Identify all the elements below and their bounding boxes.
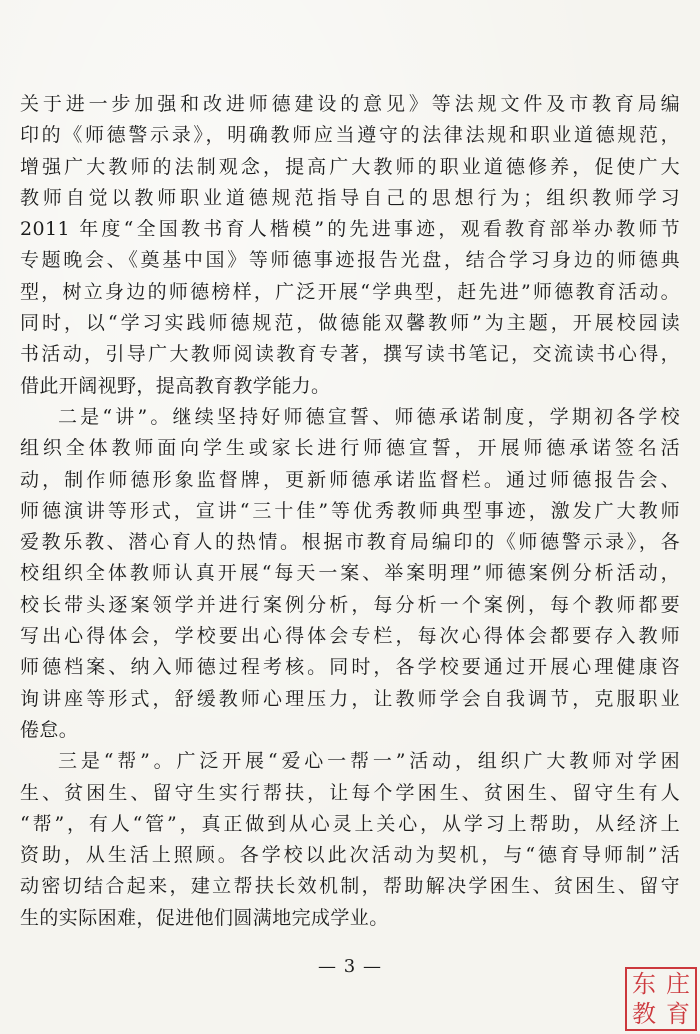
text-line: 生、贫困生、留守生实行帮扶，让每个学困生、贫困生、留守生有人 — [20, 781, 680, 804]
text-line: 资助，从生活上照顾。各学校以此次活动为契机，与“德育导师制”活 — [20, 844, 680, 867]
text-line: 师德演讲等形式，宣讲“三十佳”等优秀教师典型事迹，激发广大教师 — [20, 499, 680, 522]
text-line: 写出心得体会，学校要出心得体会专栏，每次心得体会都要存入教师 — [20, 625, 680, 648]
text-line: “帮”，有人“管”，真正做到从心灵上关心，从学习上帮助，从经济上 — [20, 812, 680, 835]
paragraph-start-line: 二是“讲”。继续坚持好师德宣誓、师德承诺制度，学期初各学校 — [58, 405, 680, 428]
text-line: 询讲座等形式，舒缓教师心理压力，让教师学会自我调节，克服职业 — [20, 687, 680, 710]
seal-char: 东 — [632, 970, 656, 998]
text-line: 增强广大教师的法制观念，提高广大教师的职业道德修养，促使广大 — [20, 155, 680, 178]
text-line: 倦怠。 — [20, 718, 79, 741]
text-line: 借此开阔视野，提高教育教学能力。 — [20, 374, 331, 397]
text-line: 同时，以“学习实践师德规范，做德能双馨教师”为主题，开展校园读 — [20, 312, 680, 335]
text-line: 书活动，引导广大教师阅读教育专著，撰写读书笔记，交流读书心得， — [20, 343, 680, 366]
text-line: 校组织全体教师认真开展“每天一案、举案明理”师德案例分析活动， — [20, 562, 680, 585]
text-line: 2011 年度“全国教书育人楷模”的先进事迹，观看教育部举办教师节 — [20, 218, 680, 241]
text-line: 动，制作师德形象监督牌，更新师德承诺监督栏。通过师德报告会、 — [20, 468, 680, 491]
body-text — [20, 89, 680, 934]
text-line: 关于进一步加强和改进师德建设的意见》等法规文件及市教育局编 — [20, 93, 680, 115]
seal-char: 育 — [666, 1000, 690, 1028]
seal-char: 庄 — [666, 970, 690, 998]
text-line: 型，树立身边的师德榜样，广泛开展“学典型，赶先进”师德教育活动。 — [20, 280, 680, 303]
paragraph-start-line: 三是“帮”。广泛开展“爱心一帮一”活动，组织广大教师对学困 — [58, 750, 680, 773]
text-line: 师德档案、纳入师德过程考核。同时，各学校要通过开展心理健康咨 — [20, 656, 680, 679]
text-line: 组织全体教师面向学生或家长进行师德宣誓，开展师德承诺签名活 — [20, 437, 680, 460]
text-line: 教师自觉以教师职业道德规范指导自己的思想行为；组织教师学习 — [20, 186, 680, 209]
text-line: 生的实际困难，促进他们圆满地完成学业。 — [20, 906, 389, 929]
seal-stamp — [625, 967, 697, 1031]
text-line: 校长带头逐案领学并进行案例分析，每分析一个案例，每个教师都要 — [20, 593, 680, 616]
text-line: 专题晚会、《奠基中国》等师德事迹报告光盘，结合学习身边的师德典 — [20, 249, 680, 272]
text-line: 印的《师德警示录》，明确教师应当遵守的法律法规和职业道德规范， — [20, 124, 680, 147]
text-line: 动密切结合起来，建立帮扶长效机制，帮助解决学困生、贫困生、留守 — [20, 875, 680, 898]
text-line: 爱教乐教、潜心育人的热情。根据市教育局编印的《师德警示录》，各 — [20, 531, 680, 554]
seal-char: 教 — [632, 1000, 656, 1028]
page-number: — 3 — — [318, 956, 382, 977]
